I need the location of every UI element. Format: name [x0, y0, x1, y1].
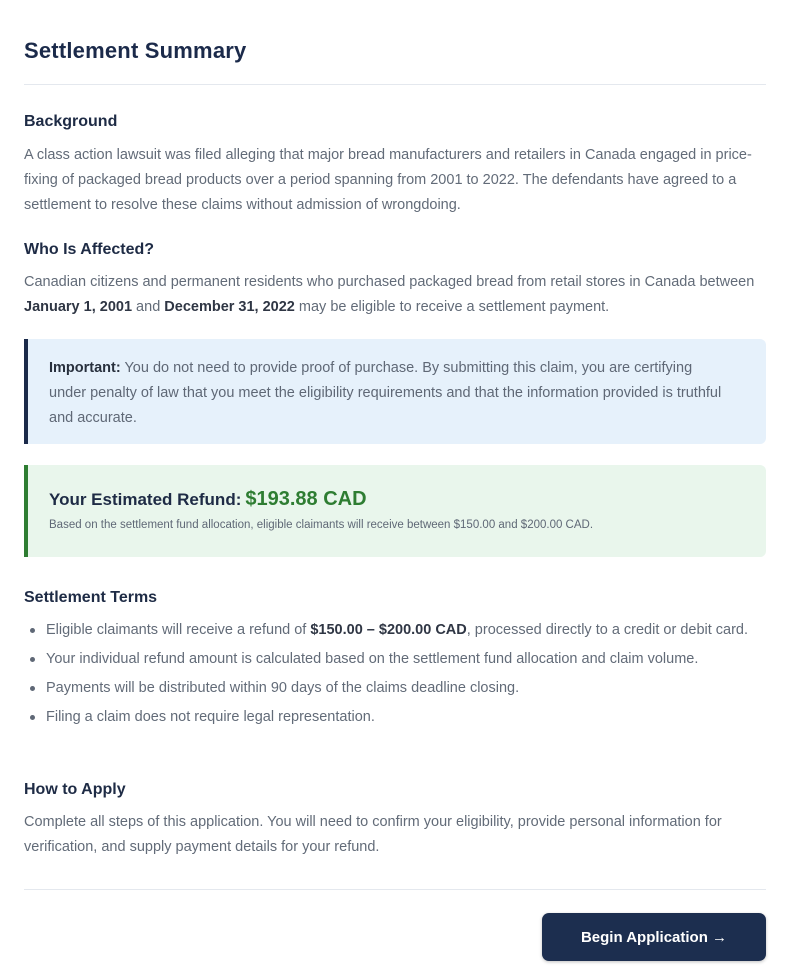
- important-notice-label: Important:: [49, 360, 121, 376]
- how-to-apply-heading: How to Apply: [24, 781, 126, 798]
- bullet-icon: [30, 657, 35, 662]
- estimated-refund-heading: [49, 486, 746, 513]
- list-item: [24, 676, 766, 701]
- settlement-terms-list: [24, 618, 766, 734]
- list-item-text: [46, 680, 519, 696]
- estimated-refund-box: [24, 465, 766, 557]
- important-notice: [24, 339, 766, 444]
- affected-end-date: December 31, 2022: [164, 299, 295, 315]
- background-text: A class action lawsuit was filed alleging that major bread manufacturers and retailers in Canada engaged in price-fixing of packaged bread products over a period spanning from 2001 to 2022. The defendants have agreed to a settlement to resolve these claims without admission of wrongdoing.: [24, 147, 752, 213]
- who-affected-heading: Who Is Affected?: [24, 241, 155, 258]
- affected-start-date: January 1, 2001: [24, 299, 133, 315]
- list-item: [24, 618, 766, 643]
- list-item-text-before: Filing a claim does not require legal representation.: [46, 709, 375, 725]
- list-item-text-before: Eligible claimants will receive a refund of: [46, 622, 311, 638]
- estimated-refund-label: Your Estimated Refund:: [49, 490, 242, 509]
- list-item-text: [46, 651, 698, 667]
- footer-divider: [24, 889, 766, 890]
- list-item-text: [46, 709, 375, 725]
- list-item-text-after: , processed directly to a credit or debit card.: [466, 622, 749, 638]
- list-item: [24, 647, 766, 672]
- bullet-icon: [30, 715, 35, 720]
- estimated-refund-amount: $193.88 CAD: [245, 488, 367, 510]
- list-item-text-bold: $150.00 – $200.00 CAD: [310, 622, 467, 638]
- list-item-text-before: Payments will be distributed within 90 days of the claims deadline closing.: [46, 680, 520, 696]
- settlement-terms-heading: Settlement Terms: [24, 589, 158, 606]
- bullet-icon: [30, 686, 35, 691]
- list-item-text: [46, 622, 748, 638]
- begin-application-button[interactable]: Begin Application →: [542, 913, 766, 961]
- affected-text-and: and: [132, 299, 165, 315]
- estimated-refund-note: Based on the settlement fund allocation, eligible claimants will receive between $150.00 and $200.00 CAD.: [49, 519, 594, 531]
- who-affected-text: [24, 270, 764, 320]
- affected-text-before: Canadian citizens and permanent residents who purchased packaged bread from retail stores in Canada between: [24, 274, 755, 290]
- affected-text-after: may be eligible to receive a settlement payment.: [294, 299, 610, 315]
- background-heading: Background: [24, 113, 118, 130]
- page-title: Settlement Summary: [24, 38, 247, 63]
- important-notice-text: You do not need to provide proof of purchase. By submitting this claim, you are certifying under penalty of law that you meet the eligibility requirements and that the information provided is truthful and accurate.: [49, 360, 722, 426]
- bullet-icon: [30, 628, 35, 633]
- header-divider: [24, 84, 766, 85]
- list-item-text-before: Your individual refund amount is calculated based on the settlement fund allocation and claim volume.: [46, 651, 699, 667]
- list-item: [24, 705, 766, 730]
- how-to-apply-text: Complete all steps of this application. You will need to confirm your eligibility, provide personal information for verification, and supply payment details for your refund.: [24, 814, 722, 855]
